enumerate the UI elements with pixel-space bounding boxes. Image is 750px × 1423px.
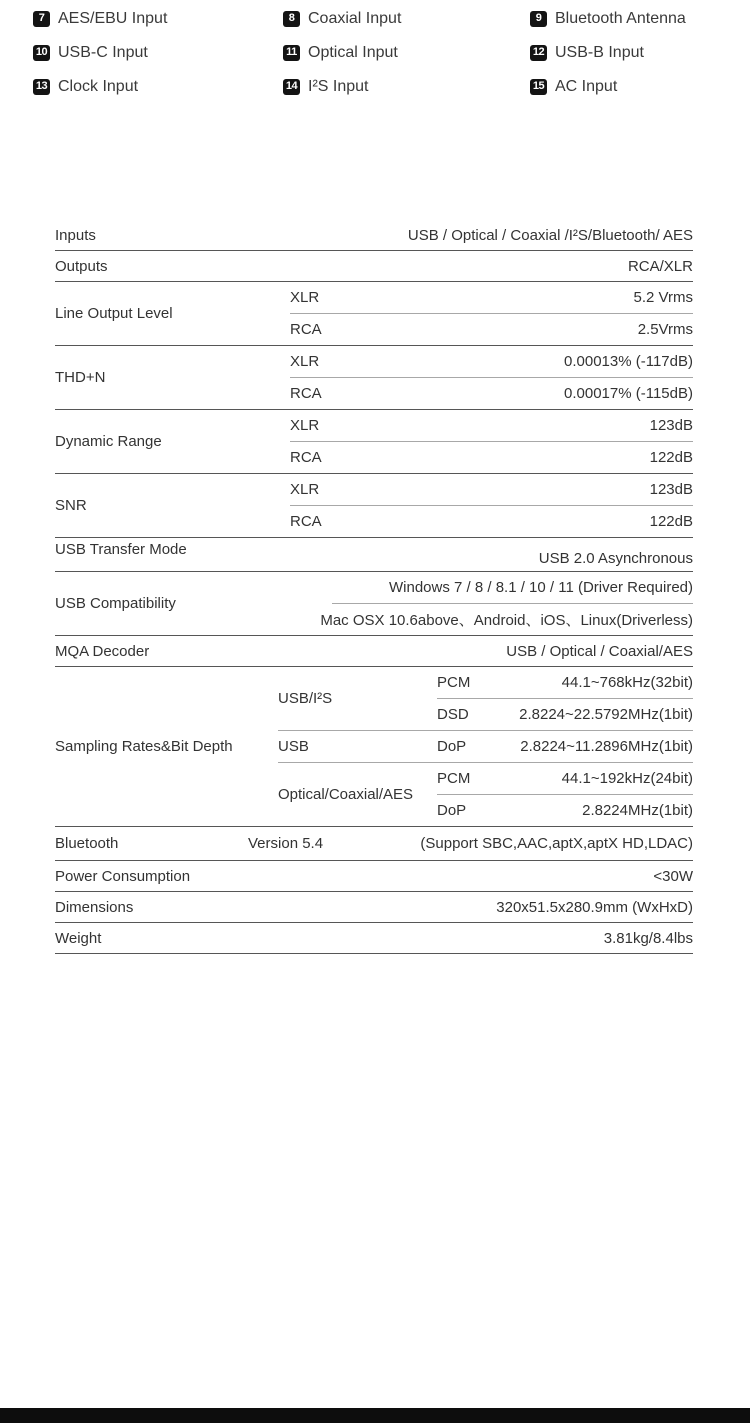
spec-sub-key: RCA [290,449,322,466]
spec-subrow [437,763,693,794]
spec-value: 0.00013% (-117dB) [564,353,693,370]
sampling-group-label: USB [278,738,309,755]
spec-row-mqa-decoder [55,636,693,666]
spec-label: USB Transfer Mode [55,541,187,558]
spec-sub-key: PCM [437,674,471,691]
legend-item [530,9,740,28]
spec-row-bluetooth [55,827,693,860]
spec-label: MQA Decoder [55,642,150,660]
spec-label: Power Consumption [55,867,191,885]
spec-value: 5.2 Vrms [633,289,693,306]
number-badge-icon: 8 [283,11,300,27]
spec-subrow [290,474,693,505]
spec-sub-key: XLR [290,417,320,434]
spec-subrow [437,699,693,730]
spec-value: <30W [653,867,693,885]
spec-value: 123dB [649,417,693,434]
spec-sub-key: RCA [290,385,322,402]
spec-row-dynamic-range [55,410,693,473]
bluetooth-version: Version 5.4 [248,835,324,852]
spec-label: SNR [55,497,87,514]
divider [55,953,693,954]
legend-item [530,43,740,62]
spec-label: Dynamic Range [55,433,162,450]
spec-subrow [290,346,693,377]
legend-item [283,43,530,62]
spec-subrow [437,667,693,698]
spec-row-inputs [55,220,693,250]
legend-item-label: Clock Input [58,77,139,95]
number-badge-icon: 13 [33,79,50,95]
spec-sub-key: XLR [290,353,320,370]
spec-value: 44.1~768kHz(32bit) [561,674,693,691]
legend-item-label: I²S Input [308,77,369,95]
number-badge-icon: 15 [530,79,547,95]
legend-item-label: AES/EBU Input [58,9,168,27]
spec-sub-key: PCM [437,770,471,787]
legend-item-label: USB-C Input [58,43,148,61]
sampling-group-usb [278,731,693,762]
spec-subrow [290,442,693,473]
spec-row-sampling-rates [55,667,693,826]
spec-label: THD+N [55,369,106,386]
number-badge-icon: 11 [283,45,300,61]
number-badge-icon: 7 [33,11,50,27]
legend-item-label: Coaxial Input [308,9,402,27]
spec-subrow [437,731,693,762]
spec-row-dimensions [55,892,693,922]
spec-label: Bluetooth [55,835,119,852]
spec-label: Line Output Level [55,305,173,322]
spec-row-usb-compatibility [55,572,693,635]
spec-label: Outputs [55,257,108,275]
number-badge-icon: 10 [33,45,50,61]
spec-subrow [290,604,693,635]
spec-row-usb-transfer-mode [55,538,693,571]
spec-subrow [437,795,693,826]
spec-value: Windows 7 / 8 / 8.1 / 10 / 11 (Driver Required) [388,579,693,596]
spec-value: 122dB [649,449,693,466]
spec-subrow [290,378,693,409]
legend-item-label: Bluetooth Antenna [555,9,686,27]
sampling-group-usb-i2s [278,667,693,730]
spec-label: Dimensions [55,898,134,916]
spec-sub-key: DoP [437,802,467,819]
spec-sub-key: DSD [437,706,469,723]
spec-value: 3.81kg/8.4lbs [603,929,693,947]
number-badge-icon: 9 [530,11,547,27]
legend-item [283,9,530,28]
sampling-group-label: USB/I²S [278,690,333,707]
spec-value: RCA/XLR [627,257,693,275]
spec-sub-key: RCA [290,321,322,338]
legend-item-label: AC Input [555,77,618,95]
spec-sub-key: RCA [290,513,322,530]
spec-value: 44.1~192kHz(24bit) [561,770,693,787]
spec-row-line-output-level [55,282,693,345]
connector-legend [33,9,740,96]
bluetooth-codecs: (Support SBC,AAC,aptX,aptX HD,LDAC) [420,835,693,852]
spec-subrow [290,410,693,441]
legend-item [33,43,283,62]
legend-item-label: USB-B Input [555,43,644,61]
spec-row-thd-n [55,346,693,409]
spec-value: 123dB [649,481,693,498]
spec-label: Sampling Rates&Bit Depth [55,738,233,755]
spec-value: 2.8224~22.5792MHz(1bit) [519,706,693,723]
spec-value: 2.8224MHz(1bit) [582,802,693,819]
spec-table [55,220,693,954]
spec-value: 320x51.5x280.9mm (WxHxD) [496,898,693,916]
spec-value: 122dB [649,513,693,530]
number-badge-icon: 12 [530,45,547,61]
spec-row-power-consumption [55,861,693,891]
spec-value: USB / Optical / Coaxial /I²S/Bluetooth/ AES [407,226,693,244]
spec-label: Inputs [55,226,96,244]
spec-label: USB Compatibility [55,595,176,612]
spec-sub-key: XLR [290,481,320,498]
legend-item-label: Optical Input [308,43,398,61]
spec-subrow [290,282,693,313]
sampling-group-label: Optical/Coaxial/AES [278,786,414,803]
legend-item [283,77,530,96]
spec-label: Weight [55,929,102,947]
spec-subrow [290,572,693,603]
sampling-group-optical-coaxial-aes [278,763,693,826]
spec-value: Mac OSX 10.6above、Android、iOS、Linux(Driverless) [320,612,693,629]
spec-row-weight [55,923,693,953]
legend-item [33,77,283,96]
spec-value: 2.5Vrms [637,321,693,338]
spec-sub-key: DoP [437,738,467,755]
spec-value: USB 2.0 Asynchronous [538,550,693,567]
footer-bar [0,1408,750,1423]
legend-item [33,9,283,28]
legend-item [530,77,740,96]
spec-value: USB / Optical / Coaxial/AES [506,642,693,660]
spec-value: 2.8224~11.2896MHz(1bit) [520,738,693,755]
number-badge-icon: 14 [283,79,300,95]
spec-subrow [290,314,693,345]
spec-value: 0.00017% (-115dB) [564,385,693,402]
spec-sub-key: XLR [290,289,320,306]
spec-row-snr [55,474,693,537]
spec-subrow [290,506,693,537]
spec-row-outputs [55,251,693,281]
